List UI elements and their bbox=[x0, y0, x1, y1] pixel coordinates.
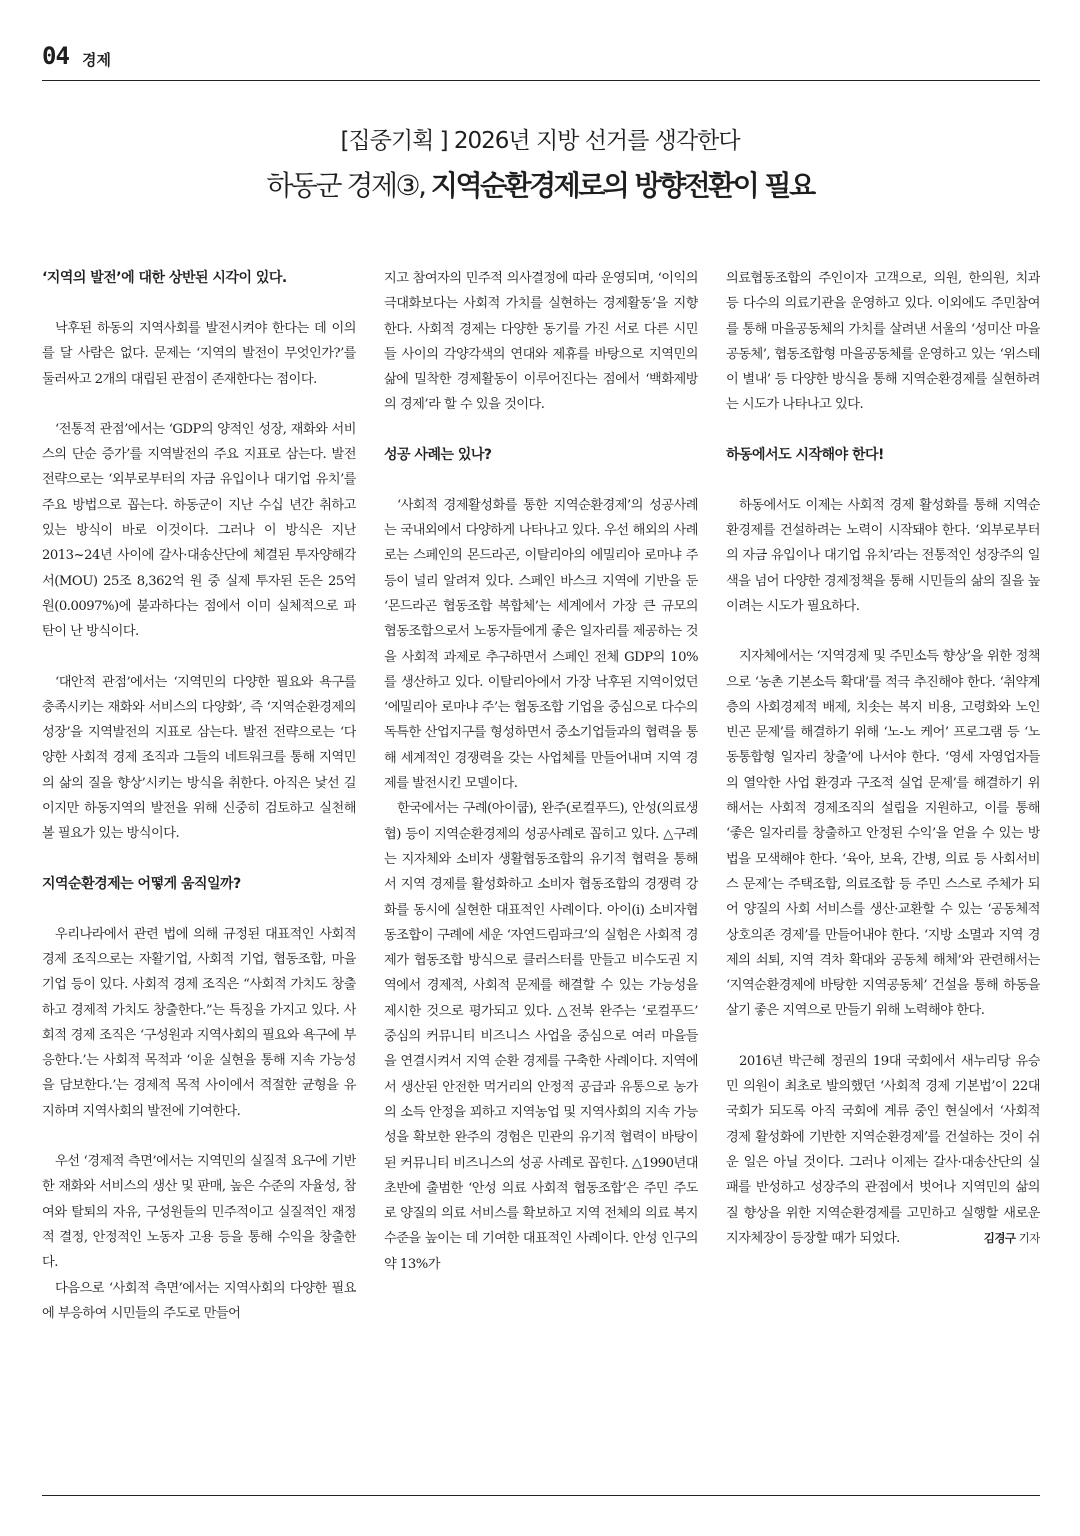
subheading: 하동에서도 시작해야 한다! bbox=[726, 446, 884, 463]
article-column-1 bbox=[42, 266, 356, 1481]
article-column-2 bbox=[384, 266, 698, 1481]
subheading: 성공 사례는 있나? bbox=[384, 446, 492, 463]
paragraph: 우리나라에서 관련 법에 의해 규정된 대표적인 사회적 경제 조직으로는 자활기업, 사회적 기업, 협동조합, 마을기업 등이 있다. 사회적 경제 조직은 “사회적 가치도 창출하고 경제적 가치도 창출한다.”는 특징을 가지고 있다. 사회적 경제 조직은 ‘구성원과 지역사회의 필요와 욕구에 부응한다.’는 사회적 목적과 ‘이윤 실현을 통해 지속 가능성을 담보한다.’는 경제적 목적 사이에서 적절한 균형을 유지하며 지역사회의 발전에 기여한다. bbox=[42, 926, 356, 1119]
paragraph: 우선 ‘경제적 측면’에서는 지역민의 실질적 요구에 기반한 재화와 서비스의 생산 및 판매, 높은 수준의 자율성, 참여와 탈퇴의 자유, 구성원들의 민주적이고 실질적인 재정적 결정, 안정적인 노동자 고용 등을 통해 수익을 창출한다. bbox=[42, 1154, 356, 1271]
article-kicker: [집중기획 ] 2026년 지방 선거를 생각한다 bbox=[340, 128, 740, 154]
paragraph: 낙후된 하동의 지역사회를 발전시켜야 한다는 데 이의를 달 사람은 없다. 문제는 ‘지역의 발전이 무엇인가?’를 둘러싸고 2개의 대립된 관점이 존재한다는 점이다. bbox=[42, 321, 356, 387]
section-label: 경제 bbox=[82, 51, 111, 69]
paragraph bbox=[726, 1049, 1040, 1251]
byline bbox=[971, 1226, 1040, 1251]
article-column-3 bbox=[726, 266, 1040, 1481]
paragraph: 한국에서는 구례(아이쿱), 완주(로컬푸드), 안성(의료생협) 등이 지역순환경제의 성공사례로 꼽히고 있다. △구례는 지자체와 소비자 생활협동조합의 유기적 협력을 통해서 지역 경제를 활성화하고 소비자 협동조합의 경쟁력 강화를 동시에 실현한 대표적인 사례이다. 아이(i) 소비자협동조합이 구례에 세운 ‘자연드림파크’의 실험은 사회적 경제가 협동조합 방식으로 클러스터를 만들고 비수도권 지역에서 경제적, 사회적 문제를 해결할 수 있는 가능성을 제시한 것으로 평가되고 있다. △전북 완주는 ‘로컬푸드’ 중심의 커뮤니티 비즈니스 사업을 중심으로 여러 마을들을 연결시켜서 지역 순환 경제를 구축한 사례이다. 지역에서 생산된 안전한 먹거리의 안정적 공급과 유통으로 농가의 소득 안정을 꾀하고 지역농업 및 지역사회의 지속 가능성을 확보한 완주의 경험은 민관의 유기적 협력이 바탕이 된 커뮤니티 비즈니스의 성공 사례로 꼽힌다. △1990년대 초반에 출범한 ‘안성 의료 사회적 협동조합’은 주민 주도로 양질의 의료 서비스를 확보하고 지역 전체의 의료 복지 수준을 높이는 데 기여한 대표적인 사례이다. 안성 인구의 약 13%가 bbox=[384, 801, 698, 1272]
page-header bbox=[42, 40, 1040, 81]
paragraph: ‘사회적 경제활성화를 통한 지역순환경제’의 성공사례는 국내외에서 다양하게 나타나고 있다. 우선 해외의 사례로는 스페인의 몬드라곤, 이탈리아의 에밀리아 로마냐 주 등이 널리 알려져 있다. 스페인 바스크 지역에 기반을 둔 ‘몬드라곤 협동조합 복합체’는 세계에서 가장 큰 규모의 협동조합으로서 노동자들에게 좋은 일자리를 제공하는 것을 사회적 과제로 추구하면서 스페인 전체 GDP의 10%를 생산하고 있다. 이탈리아에서 가장 낙후된 지역이었던 ‘에밀리아 로마냐 주’는 협동조합 기업을 중심으로 다수의 독특한 산업지구를 형성하면서 중소기업들과의 협력을 통해 세계적인 경쟁력을 갖는 사업체를 만들어내며 지역 경제를 발전시킨 모델이다. bbox=[384, 497, 698, 792]
paragraph: ‘전통적 관점’에서는 ‘GDP의 양적인 성장, 재화와 서비스의 단순 증가’를 지역발전의 주요 지표로 삼는다. 발전 전략으로는 ‘외부로부터의 자금 유입이나 대기업 유치’를 주요 방법으로 꼽는다. 하동군이 지난 수십 년간 취하고 있는 방식이 바로 이것이다. 그러나 이 방식은 지난 2013~24년 사이에 갈사·대송산단에 체결된 투자양해각서(MOU) 25조 8,362억 원 중 실제 투자된 돈은 25억 원(0.0097%)에 불과하다는 점에서 이미 실체적으로 파탄이 난 방식이다. bbox=[42, 421, 356, 640]
paragraph: ‘대안적 관점’에서는 ‘지역민의 다양한 필요와 욕구를 충족시키는 재화와 서비스의 다양화’, 즉 ‘지역순환경제의 성장’을 지역발전의 지표로 삼는다. 발전 전략으로는 ‘다양한 사회적 경제 조직과 그들의 네트워크를 통해 지역민의 삶의 질을 향상’시키는 방식을 취한다. 아직은 낯선 길이지만 하동지역의 발전을 위해 신중히 검토하고 실천해 볼 필요가 있는 방식이다. bbox=[42, 674, 356, 842]
paragraph-text: 2016년 박근혜 정권의 19대 국회에서 새누리당 유승민 의원이 최초로 발의했던 ‘사회적 경제 기본법’이 22대 국회가 되도록 아직 국회에 계류 중인 현실에서 ‘사회적 경제 활성화에 기반한 지역순환경제’를 건설하는 것이 쉬운 일은 아닐 것이다. 그러나 이제는 갈사·대송산단의 실패를 반성하고 성장주의 관점에서 벗어나 지역민의 삶의 질 향상을 위한 지역순환경제를 고민하고 실행할 새로운 지자체장이 등장할 때가 되었다. bbox=[726, 1053, 1040, 1246]
paragraph: 지자체에서는 ‘지역경제 및 주민소득 향상’을 위한 정책으로 ‘농촌 기본소득 확대’를 적극 추진해야 한다. ‘취약계층의 사회경제적 배제, 치솟는 복지 비용, 고령화와 노인 빈곤 문제’를 해결하기 위해 ‘노-노 케어’ 프로그램 등 ‘노동통합형 일자리 창출’에 나서야 한다. ‘영세 자영업자들의 열악한 사업 환경과 구조적 실업 문제’를 해결하기 위해서는 사회적 경제조직의 설립을 지원하고, 이를 통해 ‘좋은 일자리를 창출하고 안정된 수익’을 얻을 수 있는 방법을 모색해야 한다. ‘육아, 보육, 간병, 의료 등 사회서비스 문제’는 주택조합, 의료조합 등 주민 스스로 주체가 되어 양질의 사회 서비스를 생산·교환할 수 있는 ‘공동체적 상호의존 경제’를 만들어내야 한다. ‘지방 소멸과 지역 경제의 쇠퇴, 지역 격차 확대와 공동체 해체’와 관련해서는 ‘지역순환경제에 바탕한 지역공동체’ 건설을 통해 하동을 살기 좋은 지역으로 만들기 위해 노력해야 한다. bbox=[726, 649, 1040, 1019]
footer-rule bbox=[42, 1495, 1040, 1496]
byline-role: 기자 bbox=[1018, 1230, 1040, 1245]
article-headline bbox=[0, 164, 1080, 204]
byline-name: 김경구 bbox=[983, 1230, 1016, 1245]
headline-part-2: 지역순환경제로의 방향전환이 필요 bbox=[430, 169, 814, 202]
paragraph: 의료협동조합의 주인이자 고객으로, 의원, 한의원, 치과 등 다수의 의료기관을 운영하고 있다. 이외에도 주민참여를 통해 마을공동체의 가치를 살려낸 서울의 ‘성미산 마을공동체’, 협동조합형 마을공동체를 운영하고 있는 ‘위스테이 별내’ 등 다양한 방식을 통해 지역순환경제를 실현하려는 시도가 나타나고 있다. bbox=[726, 271, 1040, 413]
subheading: 지역순환경제는 어떻게 움직일까? bbox=[42, 875, 241, 892]
subheading: ‘지역의 발전’에 대한 상반된 시각이 있다. bbox=[42, 270, 287, 286]
paragraph: 다음으로 ‘사회적 측면’에서는 지역사회의 다양한 필요에 부응하여 시민들의 주도로 만들어 bbox=[42, 1280, 356, 1321]
page-number: 04 bbox=[42, 42, 69, 70]
paragraph: 지고 참여자의 민주적 의사결정에 따라 운영되며, ‘이익의 극대화보다는 사회적 가치를 실현하는 경제활동’을 지향한다. 사회적 경제는 다양한 동기를 가진 서로 다른 시민들 사이의 각양각색의 연대와 제휴를 바탕으로 지역민의 삶에 밀착한 경제활동이 이루어진다는 점에서 ‘백화제방의 경제’라 할 수 있을 것이다. bbox=[384, 271, 698, 413]
headline-part-1: 하동군 경제③, bbox=[266, 169, 431, 202]
paragraph: 하동에서도 이제는 사회적 경제 활성화를 통해 지역순환경제를 건설하려는 노력이 시작돼야 한다. ‘외부로부터의 자금 유입이나 대기업 유치’라는 전통적인 성장주의 일색을 넘어 다양한 경제정책을 통해 시민들의 삶의 질을 높이려는 시도가 필요하다. bbox=[726, 497, 1040, 614]
